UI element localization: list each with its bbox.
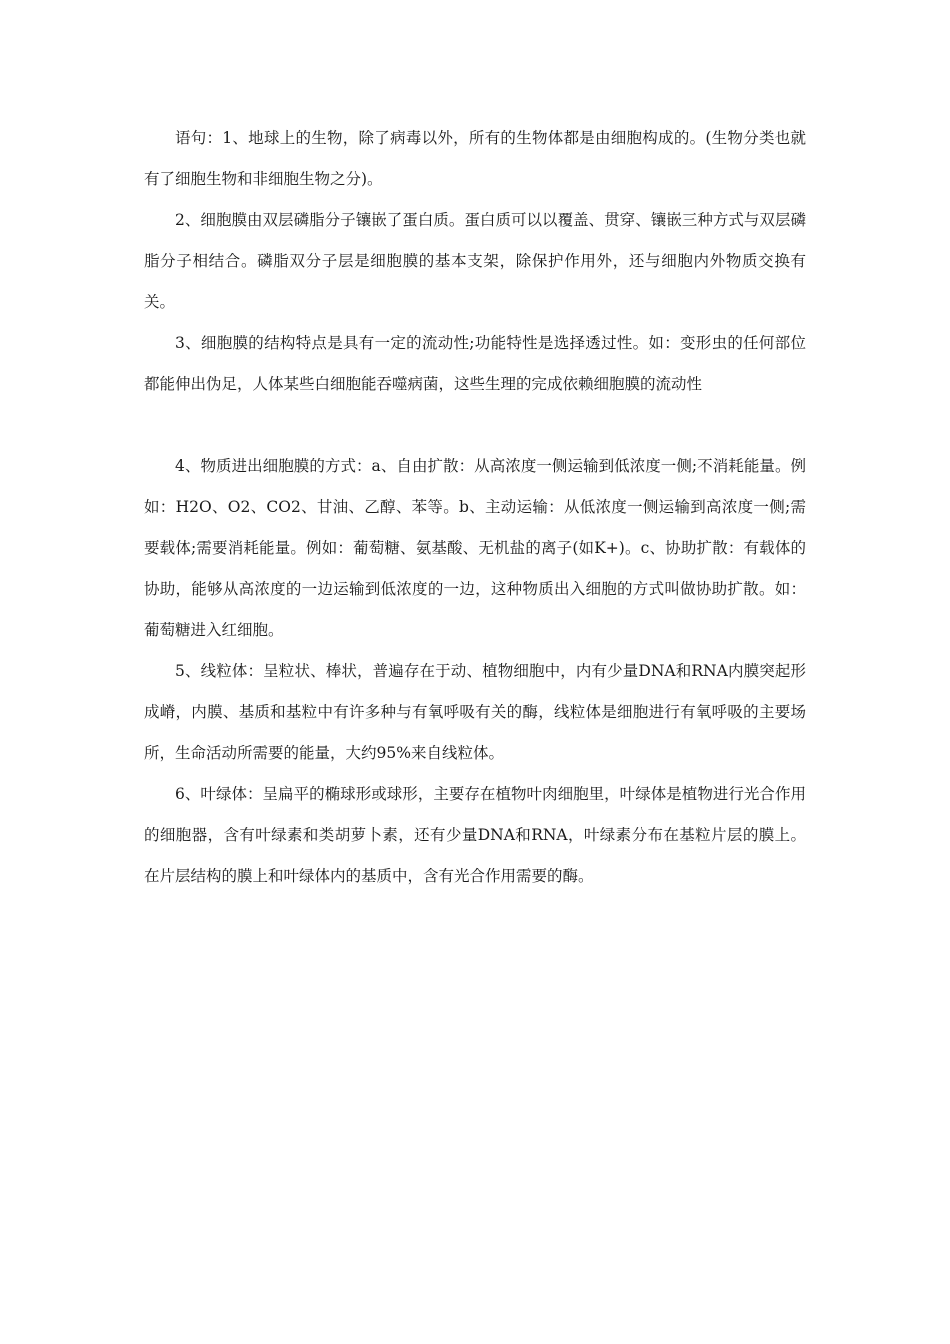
paragraph-6: 6、叶绿体：呈扁平的椭球形或球形，主要存在植物叶肉细胞里，叶绿体是植物进行光合作用的细胞器，含有叶绿素和类胡萝卜素，还有少量DNA和RNA，叶绿素分布在基粒片层的膜上。在片层结构的膜上和叶绿体内的基质中，含有光合作用需要的酶。	[144, 785, 806, 885]
paragraph-1: 语句：1、地球上的生物，除了病毒以外，所有的生物体都是由细胞构成的。(生物分类也就有了细胞生物和非细胞生物之分)。	[144, 129, 806, 188]
paragraph-2: 2、细胞膜由双层磷脂分子镶嵌了蛋白质。蛋白质可以以覆盖、贯穿、镶嵌三种方式与双层磷脂分子相结合。磷脂双分子层是细胞膜的基本支架，除保护作用外，还与细胞内外物质交换有关。	[144, 211, 806, 311]
paragraph-3: 3、细胞膜的结构特点是具有一定的流动性;功能特性是选择透过性。如：变形虫的任何部位都能伸出伪足，人体某些白细胞能吞噬病菌，这些生理的完成依赖细胞膜的流动性	[144, 334, 806, 393]
document-body	[144, 118, 806, 897]
paragraph-5: 5、线粒体：呈粒状、棒状，普遍存在于动、植物细胞中，内有少量DNA和RNA内膜突起形成嵴，内膜、基质和基粒中有许多种与有氧呼吸有关的酶，线粒体是细胞进行有氧呼吸的主要场所，生命活动所需要的能量，大约95%来自线粒体。	[144, 662, 806, 762]
paragraph-4: 4、物质进出细胞膜的方式：a、自由扩散：从高浓度一侧运输到低浓度一侧;不消耗能量。例如：H2O、O2、CO2、甘油、乙醇、苯等。b、主动运输：从低浓度一侧运输到高浓度一侧;需要载体;需要消耗能量。例如：葡萄糖、氨基酸、无机盐的离子(如K+)。c、协助扩散：有载体的协助，能够从高浓度的一边运输到低浓度的一边，这种物质出入细胞的方式叫做协助扩散。如：葡萄糖进入红细胞。	[144, 457, 806, 639]
